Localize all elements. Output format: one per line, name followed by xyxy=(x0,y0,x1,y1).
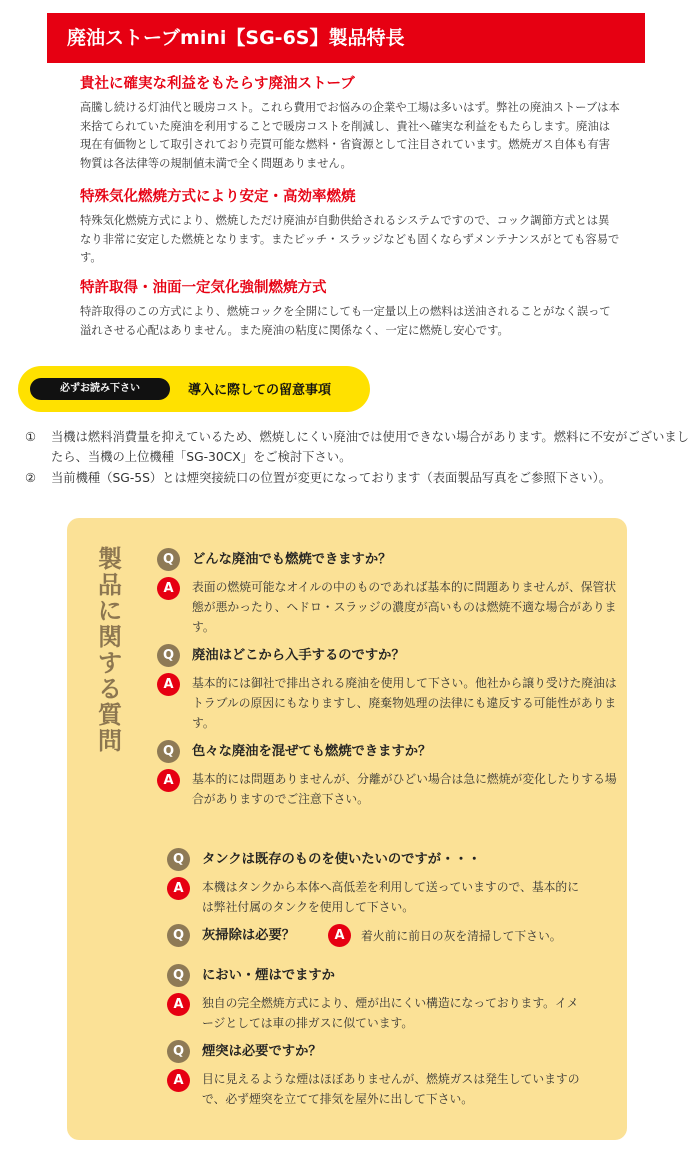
notice-number: ② xyxy=(25,471,37,485)
faq-panel xyxy=(67,518,627,1140)
q-icon: Q xyxy=(167,964,190,987)
notice-text: 当機は燃料消費量を抑えているため、燃焼しにくい廃油では使用できない場合があります。燃料に不安がございましたら、当機の上位機種「SG-30CX」をご検討下さい。 xyxy=(51,430,689,464)
notice-item xyxy=(25,428,695,467)
faq-question: におい・煙はでますか xyxy=(202,968,335,983)
faq-item xyxy=(167,924,607,953)
notice-text: 当前機種（SG-5S）とは煙突接続口の位置が変更になっております（表面製品写真をご参照下さい）。 xyxy=(51,471,612,485)
faq-item xyxy=(167,848,587,923)
faq-item xyxy=(157,548,617,643)
faq-question: 煙突は必要ですか？ xyxy=(202,1044,322,1059)
faq-title: 製品に関する質問 xyxy=(98,545,122,755)
faq-answer: 基本的には御社で排出される廃油を使用して下さい。他社から譲り受けた廃油はトラブルの原因にもなりますし、廃棄物処理の法律にも違反する可能性があります。 xyxy=(192,676,617,730)
feature-patent xyxy=(80,276,620,340)
a-icon: A xyxy=(328,924,351,947)
a-icon: A xyxy=(157,577,180,600)
q-icon: Q xyxy=(157,644,180,667)
feature-heading: 特許取得・油面一定気化強制燃焼方式 xyxy=(80,280,327,296)
faq-item xyxy=(167,1040,587,1115)
feature-combustion xyxy=(80,185,620,268)
faq-question: 灰掃除は必要？ xyxy=(202,928,296,943)
faq-answer: 表面の燃焼可能なオイルの中のものであれば基本的に問題ありませんが、保管状態が悪かったり、ヘドロ・スラッジの濃度が高いものは燃焼不適な場合があります。 xyxy=(192,580,617,634)
faq-question: どんな廃油でも燃焼できますか？ xyxy=(192,552,392,567)
notice-title: 導入に際しての留意事項 xyxy=(188,383,332,398)
faq-item xyxy=(167,964,587,1039)
faq-answer: 目に見えるような煙はほぼありませんが、燃焼ガスは発生していますので、必ず煙突を立てて排気を屋外に出して下さい。 xyxy=(202,1072,580,1106)
feature-heading: 特殊気化燃焼方式により安定・高効率燃焼 xyxy=(80,189,356,205)
faq-item xyxy=(157,644,617,739)
page-title: 廃油ストーブmini【SG-6S】製品特長 xyxy=(47,13,645,63)
a-icon: A xyxy=(157,769,180,792)
faq-answer: 基本的には問題ありませんが、分離がひどい場合は急に燃焼が変化したりする場合がありますのでご注意下さい。 xyxy=(192,772,617,806)
a-icon: A xyxy=(157,673,180,696)
feature-profit xyxy=(80,72,620,173)
a-icon: A xyxy=(167,993,190,1016)
faq-answer: 着火前に前日の灰を清掃して下さい。 xyxy=(361,928,562,943)
notice-list xyxy=(25,428,695,489)
a-icon: A xyxy=(167,877,190,900)
q-icon: Q xyxy=(167,1040,190,1063)
faq-question: 色々な廃油を混ぜても燃焼できますか？ xyxy=(192,744,432,759)
faq-question: 廃油はどこから入手するのですか？ xyxy=(192,648,405,663)
a-icon: A xyxy=(167,1069,190,1092)
notice-item xyxy=(25,469,695,489)
q-icon: Q xyxy=(167,924,190,947)
faq-question: タンクは既存のものを使いたいのですが・・・ xyxy=(202,852,481,867)
q-icon: Q xyxy=(167,848,190,871)
feature-body: 高騰し続ける灯油代と暖房コスト。これら費用でお悩みの企業や工場は多いはず。弊社の廃油ストーブは本来捨てられていた廃油を利用することで暖房コストを削減し、貴社へ確実な利益をもたらします。廃油は現在有価物として取引されており売買可能な燃料・省資源として注目されています。燃焼ガス自体も有害物質は各法律等の規制値未満で全く問題ありません。 xyxy=(80,101,620,170)
feature-heading: 貴社に確実な利益をもたらす廃油ストーブ xyxy=(80,76,355,92)
q-icon: Q xyxy=(157,548,180,571)
notice-number: ① xyxy=(25,430,37,444)
feature-body: 特許取得のこの方式により、燃焼コックを全開にしても一定量以上の燃料は送油されることがなく誤って溢れさせる心配はありません。また廃油の粘度に関係なく、一定に燃焼し安心です。 xyxy=(80,305,611,337)
notice-banner xyxy=(18,366,370,412)
must-read-badge: 必ずお読み下さい xyxy=(30,378,170,400)
faq-item xyxy=(157,740,617,815)
q-icon: Q xyxy=(157,740,180,763)
faq-answer: 独自の完全燃焼方式により、煙が出にくい構造になっております。イメージとしては車の排ガスに似ています。 xyxy=(202,996,579,1030)
faq-answer: 本機はタンクから本体へ高低差を利用して送っていますので、基本的には弊社付属のタンクを使用して下さい。 xyxy=(202,880,580,914)
feature-body: 特殊気化燃焼方式により、燃焼しただけ廃油が自動供給されるシステムですので、コック調節方式とは異なり非常に安定した燃焼となります。またピッチ・スラッジなども固くならずメンテナンスがとても容易です。 xyxy=(80,214,620,264)
